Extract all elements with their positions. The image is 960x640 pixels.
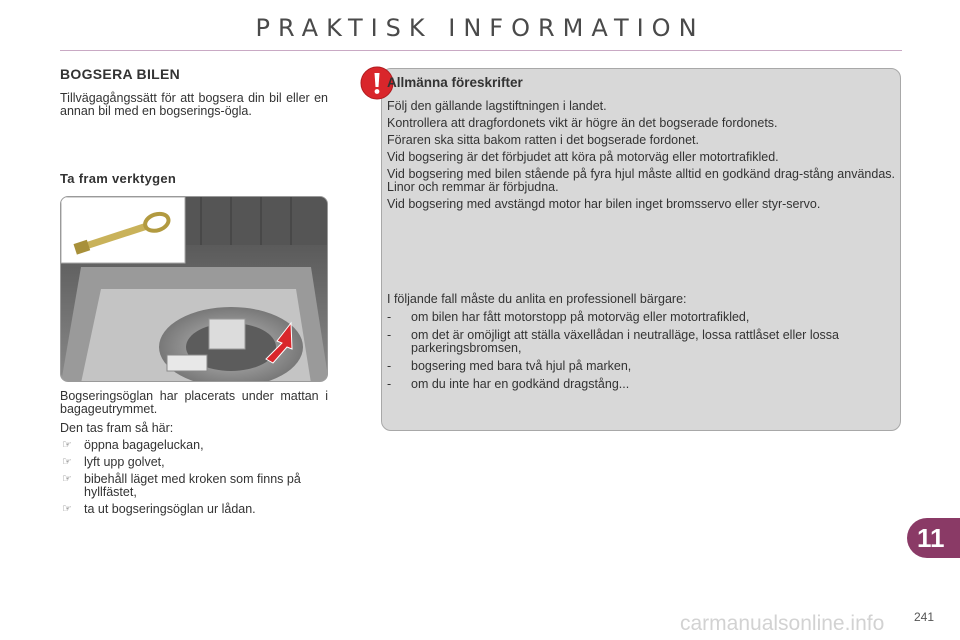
warning-rules	[387, 100, 895, 215]
list-item	[60, 439, 328, 452]
professional-towing	[387, 293, 895, 396]
rule-text: Vid bogsering är det förbjudet att köra på motorväg eller motortrafikled.	[387, 150, 779, 164]
rule-text: Följ den gällande lagstiftningen i landet.	[387, 99, 607, 113]
case-text: om det är omöjligt att ställa växellådan i neutralläge, lossa rattlåset eller lossa parkeringsbromsen,	[411, 328, 839, 355]
subsection-heading: Ta fram verktygen	[60, 171, 177, 186]
howto-text: Den tas fram så här:	[60, 421, 174, 435]
pointing-hand-icon: ☞	[62, 473, 72, 485]
page-number: 241	[914, 610, 935, 624]
section-heading: BOGSERA BILEN	[60, 66, 181, 82]
list-item	[60, 503, 328, 516]
case-text: om du inte har en godkänd dragstång...	[411, 377, 630, 391]
list-item	[387, 329, 895, 355]
list-item	[387, 311, 895, 324]
pointing-hand-icon: ☞	[62, 456, 72, 468]
watermark: carmanualsonline.info	[680, 612, 885, 635]
trunk-photo	[60, 196, 328, 382]
rule-text: Kontrollera att dragfordonets vikt är högre än det bogserade fordonets.	[387, 116, 778, 130]
towing-section	[60, 66, 328, 118]
pointing-hand-icon: ☞	[62, 439, 72, 451]
page-title: PRAKTISK INFORMATION	[255, 14, 705, 42]
chapter-tab: 11	[907, 518, 960, 558]
list-item	[387, 360, 895, 373]
steps-list	[60, 439, 328, 516]
rule-text: Vid bogsering med avstängd motor har bilen inget bromsservo eller styr-servo.	[387, 197, 821, 211]
professional-cases-list	[387, 311, 895, 391]
case-text: bogsering med bara två hjul på marken,	[411, 359, 632, 373]
tool-instructions	[60, 390, 328, 520]
list-item	[60, 456, 328, 469]
step-text: öppna bagageluckan,	[84, 438, 204, 452]
list-item	[60, 473, 328, 499]
step-text: bibehåll läget med kroken som finns på hyllfästet,	[84, 472, 301, 499]
step-text: ta ut bogseringsöglan ur lådan.	[84, 502, 256, 516]
professional-intro: I följande fall måste du anlita en professionell bärgare:	[387, 292, 687, 306]
intro-text: Tillvägagångssätt för att bogsera din bil eller en annan bil med en bogserings-ögla.	[60, 91, 328, 118]
dash-marker: -	[387, 310, 392, 324]
trunk-illustration	[61, 197, 328, 382]
case-text: om bilen har fått motorstopp på motorväg eller motortrafikled,	[411, 310, 750, 324]
warning-heading: Allmänna föreskrifter	[387, 75, 523, 90]
title-divider	[60, 50, 902, 51]
dash-marker: -	[387, 377, 392, 391]
rule-text: Vid bogsering med bilen stående på fyra hjul måste alltid en godkänd drag-stång användas. Linor och remmar är förbjudna.	[387, 167, 895, 194]
list-item	[387, 378, 895, 391]
dash-marker: -	[387, 328, 392, 342]
rule-text: Föraren ska sitta bakom ratten i det bogserade fordonet.	[387, 133, 699, 147]
dash-marker: -	[387, 359, 392, 373]
pointing-hand-icon: ☞	[62, 503, 72, 515]
step-text: lyft upp golvet,	[84, 455, 165, 469]
location-text: Bogseringsöglan har placerats under mattan i bagageutrymmet.	[60, 389, 328, 416]
